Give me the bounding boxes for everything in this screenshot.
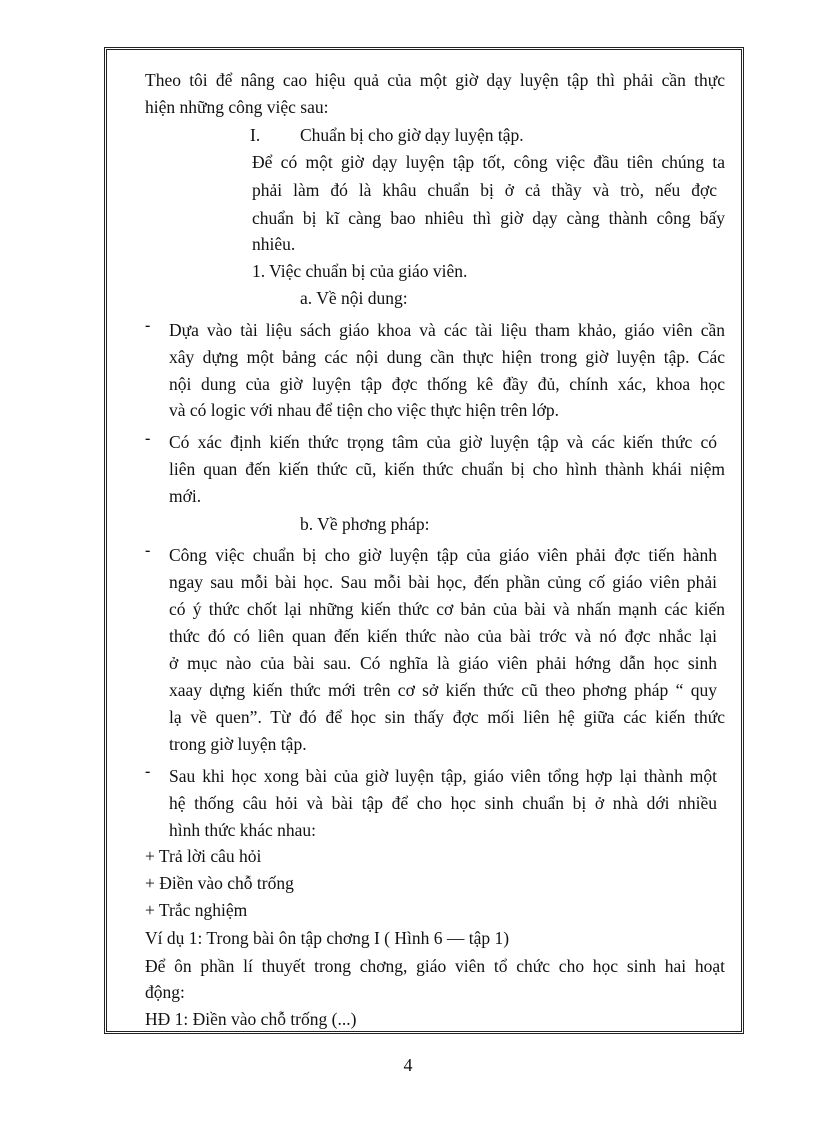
bullet-b1-line-5: ở mục nào của bài sau. Có nghĩa là giáo viên phải hớng dẫn học sinh bbox=[169, 653, 717, 673]
page-number: 4 bbox=[403, 1055, 413, 1075]
bullet-b1-line-2: ngay sau mỗi bài học. Sau mỗi bài học, đến phần củng cố giáo viên phải bbox=[169, 572, 717, 592]
bullet-b1-line-8: trong giờ luyện tập. bbox=[169, 734, 307, 754]
form-item-3: + Trắc nghiệm bbox=[145, 900, 248, 920]
bullet-b1-line-7: lạ về quen”. Từ đó để học sin thấy đợc mối liên hệ giữa các kiến thức bbox=[169, 707, 725, 727]
bullet-a1-line-2: xây dựng một bảng các nội dung cần thực hiện trong giờ luyện tập. Các bbox=[169, 347, 725, 367]
hd1-line: HĐ 1: Điền vào chỗ trống (...) bbox=[145, 1009, 357, 1029]
bullet-a1-line-1: Dựa vào tài liệu sách giáo khoa và các tài liệu tham khảo, giáo viên cần bbox=[169, 320, 725, 340]
bullet-dash: - bbox=[145, 542, 151, 559]
bullet-a1-line-3: nội dung của giờ luyện tập đợc thống kê đầy đủ, chính xác, khoa học bbox=[169, 374, 725, 394]
example-line-2: động: bbox=[145, 982, 185, 1002]
subsection-a-title: a. Về nội dung: bbox=[300, 288, 408, 308]
bullet-b2-line-2: hệ thống câu hỏi và bài tập để cho học sinh chuẩn bị ở nhà dới nhiều bbox=[169, 793, 717, 813]
section-1-para-line-3: chuẩn bị kĩ càng bao nhiêu thì giờ dạy càng thành công bấy bbox=[252, 208, 725, 228]
bullet-b1-line-3: có ý thức chốt lại những kiến thức cơ bản của bài và nhấn mạnh các kiến bbox=[169, 599, 725, 619]
bullet-b1-line-6: xaay dựng kiến thức mới trên cơ sở kiến thức cũ theo phơng pháp “ quy bbox=[169, 680, 717, 700]
section-1-para-line-4: nhiêu. bbox=[252, 234, 296, 254]
example-line-1: Để ôn phần lí thuyết trong chơng, giáo viên tổ chức cho học sinh hai hoạt bbox=[145, 956, 725, 976]
intro-line-1: Theo tôi để nâng cao hiệu quả của một giờ dạy luyện tập thì phải cần thực bbox=[145, 70, 725, 90]
section-1-number: I. bbox=[250, 125, 261, 145]
bullet-a1-line-4: và có logic với nhau để tiện cho việc thực hiện trên lớp. bbox=[169, 400, 560, 420]
bullet-a2-line-1: Có xác định kiến thức trọng tâm của giờ luyện tập và các kiến thức có bbox=[169, 432, 717, 452]
intro-line-2: hiện những công việc sau: bbox=[145, 97, 329, 117]
subsection-1-title: 1. Việc chuẩn bị của giáo viên. bbox=[252, 261, 468, 281]
bullet-b1-line-4: thức đó có liên quan đến kiến thức nào của bài trớc và nó đợc nhắc lại bbox=[169, 626, 717, 646]
bullet-b2-line-1: Sau khi học xong bài của giờ luyện tập, giáo viên tổng hợp lại thành một bbox=[169, 766, 717, 786]
bullet-a2-line-3: mới. bbox=[169, 486, 202, 506]
bullet-dash: - bbox=[145, 317, 151, 334]
bullet-a2-line-2: liên quan đến kiến thức cũ, kiến thức chuẩn bị cho hình thành khái niệm bbox=[169, 459, 725, 479]
bullet-b1-line-1: Công việc chuẩn bị cho giờ luyện tập của giáo viên phải đợc tiến hành bbox=[169, 545, 717, 565]
section-1-para-line-2: phải làm đó là khâu chuẩn bị ở cả thầy và trò, nếu đợc bbox=[252, 180, 717, 200]
bullet-dash: - bbox=[145, 430, 151, 447]
form-item-1: + Trả lời câu hỏi bbox=[145, 846, 262, 866]
form-item-2: + Điền vào chỗ trống bbox=[145, 873, 294, 893]
section-1-title: Chuẩn bị cho giờ dạy luyện tập. bbox=[300, 125, 524, 145]
section-1-para-line-1: Để có một giờ dạy luyện tập tốt, công việc đầu tiên chúng ta bbox=[252, 152, 725, 172]
example-title: Ví dụ 1: Trong bài ôn tập chơng I ( Hình 6 — tập 1) bbox=[145, 928, 510, 948]
subsection-b-title: b. Về phơng pháp: bbox=[300, 514, 430, 534]
bullet-dash: - bbox=[145, 763, 151, 780]
bullet-b2-line-3: hình thức khác nhau: bbox=[169, 820, 317, 840]
